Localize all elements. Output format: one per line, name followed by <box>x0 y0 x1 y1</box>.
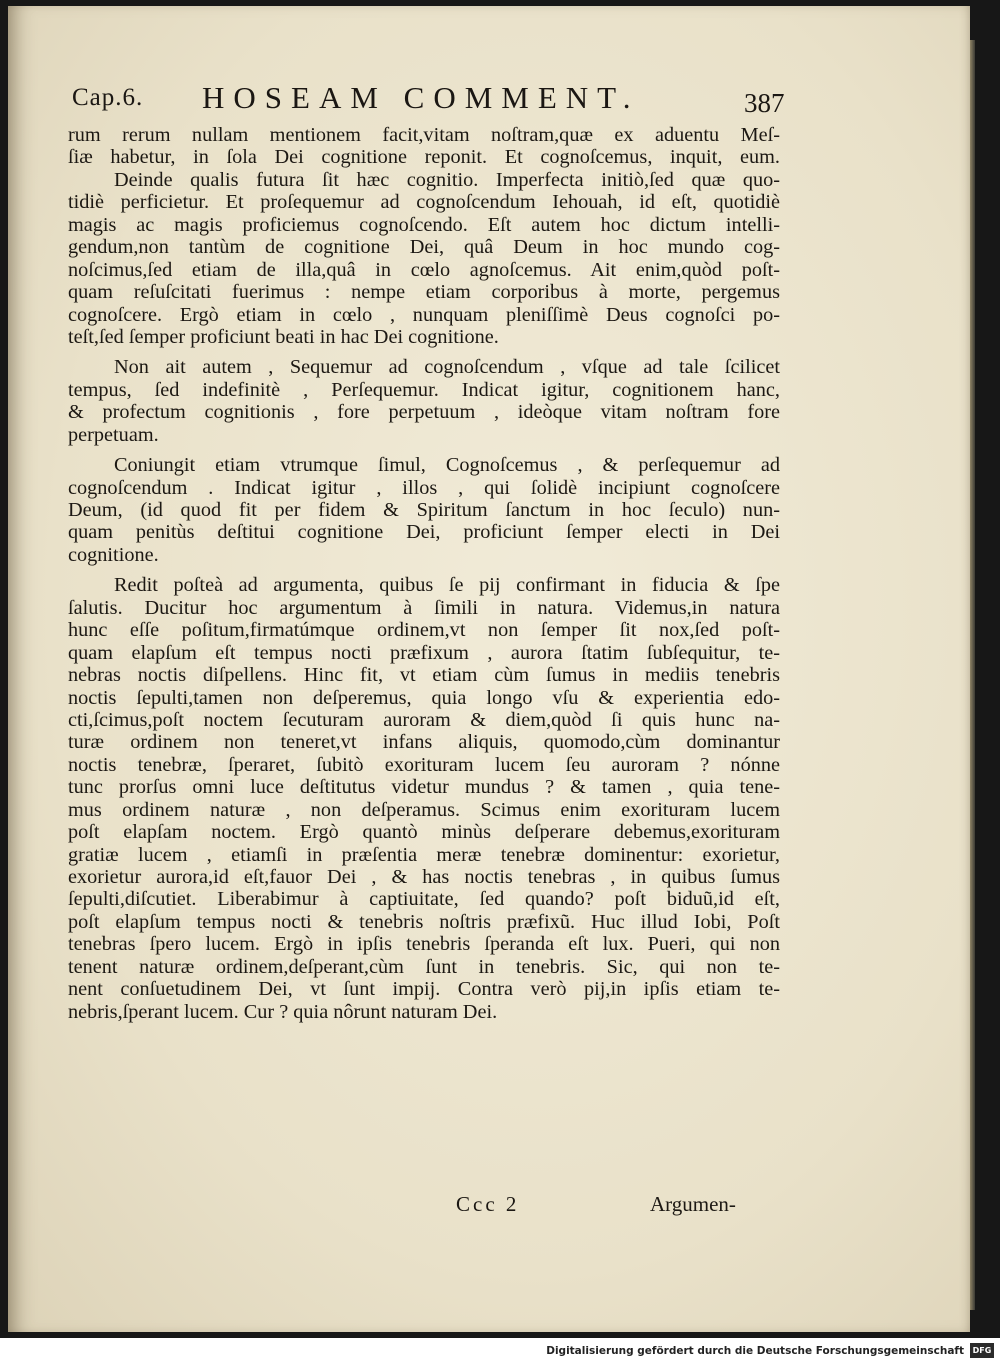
chapter-label: Cap.6. <box>72 84 144 111</box>
text-line: noſcimus,ſed etiam de illa,quâ in cœlo agnoſcemus. Ait enim,quòd poſt- <box>68 258 780 281</box>
text-line: perpetuam. <box>68 423 159 446</box>
text-line: Deinde qualis futura ſit hæc cognitio. Imperfecta initiò,ſed quæ quo- <box>114 168 780 191</box>
text-line: gratiæ lucem , etiamſi in præſentia meræ tenebræ dominentur: exorietur, <box>68 843 780 866</box>
funding-credit: Digitalisierung gefördert durch die Deutsche Forschungsgemeinschaft <box>546 1345 964 1357</box>
paragraph-gap <box>68 348 780 356</box>
text-line: teſt,ſed ſemper proficiunt beati in hac Dei cognitione. <box>68 325 499 348</box>
running-header <box>62 78 802 124</box>
dfg-logo-icon: DFG <box>970 1343 994 1358</box>
text-line: gendum,non tantùm de cognitione Dei, quâ Deum in hoc mundo cog- <box>68 236 780 259</box>
text-line: tidiè perficietur. Et proſequemur ad cognoſcendum Iehouah, id eſt, quotidiè <box>68 191 780 214</box>
text-line: turæ ordinem non teneret,vt infans aliquis, quomodo,cùm dominantur <box>68 731 780 754</box>
text-line: rum rerum nullam mentionem facit,vitam noſtram,quæ ex aduentu Meſ- <box>68 124 780 146</box>
text-line: tunc prorſus omni luce deſtitutus videtur mundus ? & tamen , quia tene- <box>68 776 780 799</box>
text-line: nent conſuetudinem Dei, vt ſunt impij. Contra verò pij,in ipſis etiam te- <box>68 978 780 1001</box>
text-line: cognitione. <box>68 543 159 566</box>
text-line: hunc eſſe poſitum,firmatúmque ordinem,vt non ſemper ſit nox,ſed poſt- <box>68 619 780 642</box>
text-line: magis ac magis proficiemus cognoſcendo. Eſt autem hoc dictum intelli- <box>68 213 780 236</box>
text-line: & profectum cognitionis , fore perpetuum , ideòque vitam noſtram fore <box>68 401 780 424</box>
text-line: Redit poſteà ad argumenta, quibus ſe pij confirmant in fiducia & ſpe <box>114 574 780 597</box>
text-line: quam elapſum eſt tempus nocti præfixum , aurora ſtatim ſubſequitur, te- <box>68 641 780 664</box>
text-line: cognoſcendum . Indicat igitur , illos , qui ſolidè incipiunt cognoſcere <box>68 476 780 499</box>
text-line: tenebras ſpero lucem. Ergò in ipſis tenebris ſperanda eſt lux. Pueri, qui non <box>68 933 780 956</box>
text-line: nebras noctis diſpellens. Hinc fit, vt etiam cùm ſumus in mediis tenebris <box>68 664 780 687</box>
text-line: cti,ſcimus,poſt noctem ſecuturam auroram & diem,quòd ſi quis hunc na- <box>68 708 780 731</box>
text-line: Coniungit etiam vtrumque ſimul, Cognoſcemus , & perſequemur ad <box>114 454 780 477</box>
text-line: tenent naturæ ordinem,deſperant,cùm ſunt in tenebris. Sic, qui non te- <box>68 955 780 978</box>
text-line: mus ordinem naturæ , non deſperamus. Scimus enim exorituram lucem <box>68 798 780 821</box>
text-line: quam reſuſcitati fuerimus : nempe etiam corporibus à morte, pergemus <box>68 281 780 304</box>
paragraph-gap <box>68 566 780 574</box>
page-edge <box>970 40 975 1310</box>
text-line: nebris,ſperant lucem. Cur ? quia nôrunt naturam Dei. <box>68 1000 498 1023</box>
text-line: poſt elapſum tempus nocti & tenebris noſtris præfixũ. Huc illud Iobi, Poſt <box>68 910 780 933</box>
text-line: ſalutis. Ducitur hoc argumentum à ſimili in natura. Videmus,in natura <box>68 596 780 619</box>
text-line: ſepulti,diſcutiet. Liberabimur à captiuitate, ſed quando? poſt biduũ,id eſt, <box>68 888 780 911</box>
body-text <box>68 124 780 1023</box>
text-line: noctis tenebræ, ſperaret, ſubitò exorituram lucem ſeu auroram ? nónne <box>68 753 780 776</box>
catchline <box>456 1192 766 1222</box>
text-line: noctis ſepulti,tamen non deſperemus, quia longo vſu & experientia edo- <box>68 686 780 709</box>
catchword: Argumen- <box>650 1192 736 1216</box>
text-line: Non ait autem , Sequemur ad cognoſcendum , vſque ad tale ſcilicet <box>114 356 780 379</box>
text-line: tempus, ſed indefinitè , Perſequemur. Indicat igitur, cognitionem hanc, <box>68 378 780 401</box>
text-line: ſiæ habetur, in ſola Dei cognitione reponit. Et cognoſcemus, inquit, eum. <box>68 146 780 169</box>
page-number: 387 <box>744 88 785 118</box>
signature-mark: Ccc 2 <box>456 1192 520 1216</box>
text-line: exorietur aurora,id eſt,fauor Dei , & has noctis tenebras , in quibus ſumus <box>68 866 780 888</box>
text-line: quam penitùs deſtitui cognitione Dei, proficiunt ſemper electi in Dei <box>68 521 780 544</box>
paragraph-gap <box>68 446 780 454</box>
running-title: HOSEAM COMMENT. <box>202 80 640 115</box>
text-line: Deum, (id quod fit per fidem & Spiritum ſanctum in hoc ſeculo) nun- <box>68 499 780 521</box>
footer-bar <box>0 1338 1000 1364</box>
text-line: cognoſcere. Ergò etiam in cœlo , nunquam pleniſſimè Deus cognoſci po- <box>68 303 780 326</box>
text-line: poſt elapſam noctem. Ergò quantò minùs deſperare debemus,exorituram <box>68 821 780 844</box>
